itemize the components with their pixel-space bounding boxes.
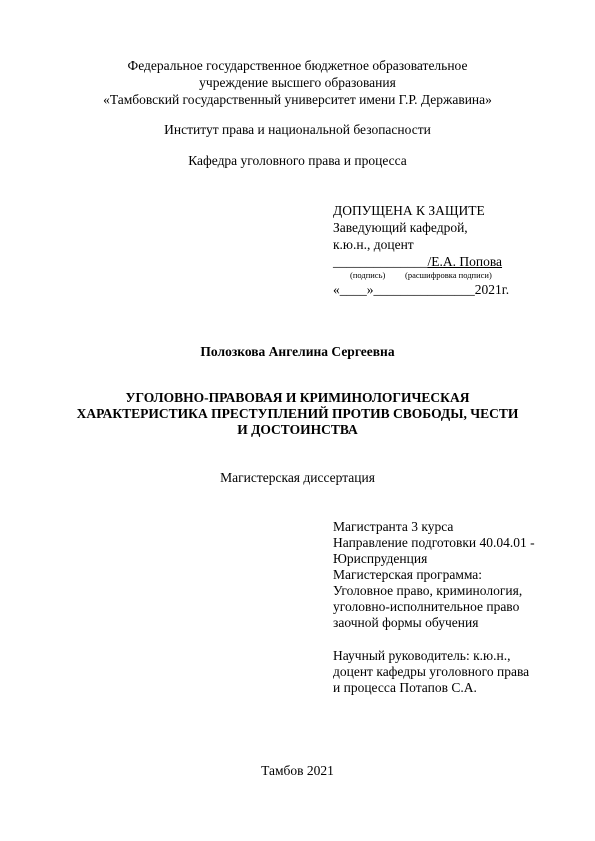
date-day: «____» [333,282,374,297]
department-name: Кафедра уголовного права и процесса [188,153,407,168]
signature-line: ______________ [333,254,428,269]
date-year: 2021г. [474,282,510,297]
header-line-2: учреждение высшего образования [199,75,396,90]
supervisor-line-2: доцент кафедры уголовного права [333,664,530,679]
work-type: Магистерская диссертация [220,470,375,485]
approval-degree: к.ю.н., доцент [333,237,414,252]
student-info-line-1: Магистранта 3 курса [333,519,454,534]
student-info-line-3: Юриспруденция [333,551,428,566]
student-info-line-7: заочной формы обучения [333,615,479,630]
city-year: Тамбов 2021 [261,763,334,778]
thesis-title-line-1: УГОЛОВНО-ПРАВОВАЯ И КРИМИНОЛОГИЧЕСКАЯ [125,390,470,405]
student-info-line-5: Уголовное право, криминология, [333,583,523,598]
supervisor-line-3: и процесса Потапов С.А. [333,680,477,695]
caption-decoding: (расшифровка подписи) [405,270,492,280]
header-line-3: «Тамбовский государственный университет имени Г.Р. Державина» [103,92,492,107]
student-info-line-4: Магистерская программа: [333,567,483,582]
approval-title: ДОПУЩЕНА К ЗАЩИТЕ [333,203,485,218]
signatory-name: /Е.А. Попова [427,254,503,269]
thesis-title-line-2: ХАРАКТЕРИСТИКА ПРЕСТУПЛЕНИЙ ПРОТИВ СВОБОДЫ, ЧЕСТИ [76,406,519,421]
approval-position: Заведующий кафедрой, [333,220,468,235]
approval-date-row [333,282,509,298]
student-info-line-6: уголовно-исполнительное право [333,599,520,614]
caption-signature: (подпись) [350,270,386,280]
institute-name: Институт права и национальной безопасности [164,122,431,137]
thesis-title-line-3: И ДОСТОИНСТВА [237,422,358,437]
student-info-line-2: Направление подготовки 40.04.01 - [333,535,535,550]
header-line-1: Федеральное государственное бюджетное образовательное [127,58,468,73]
approval-signature-row [333,254,502,270]
date-month-line: _______________ [373,282,475,297]
supervisor-line-1: Научный руководитель: к.ю.н., [333,648,511,663]
author-name: Полозкова Ангелина Сергеевна [200,344,395,359]
